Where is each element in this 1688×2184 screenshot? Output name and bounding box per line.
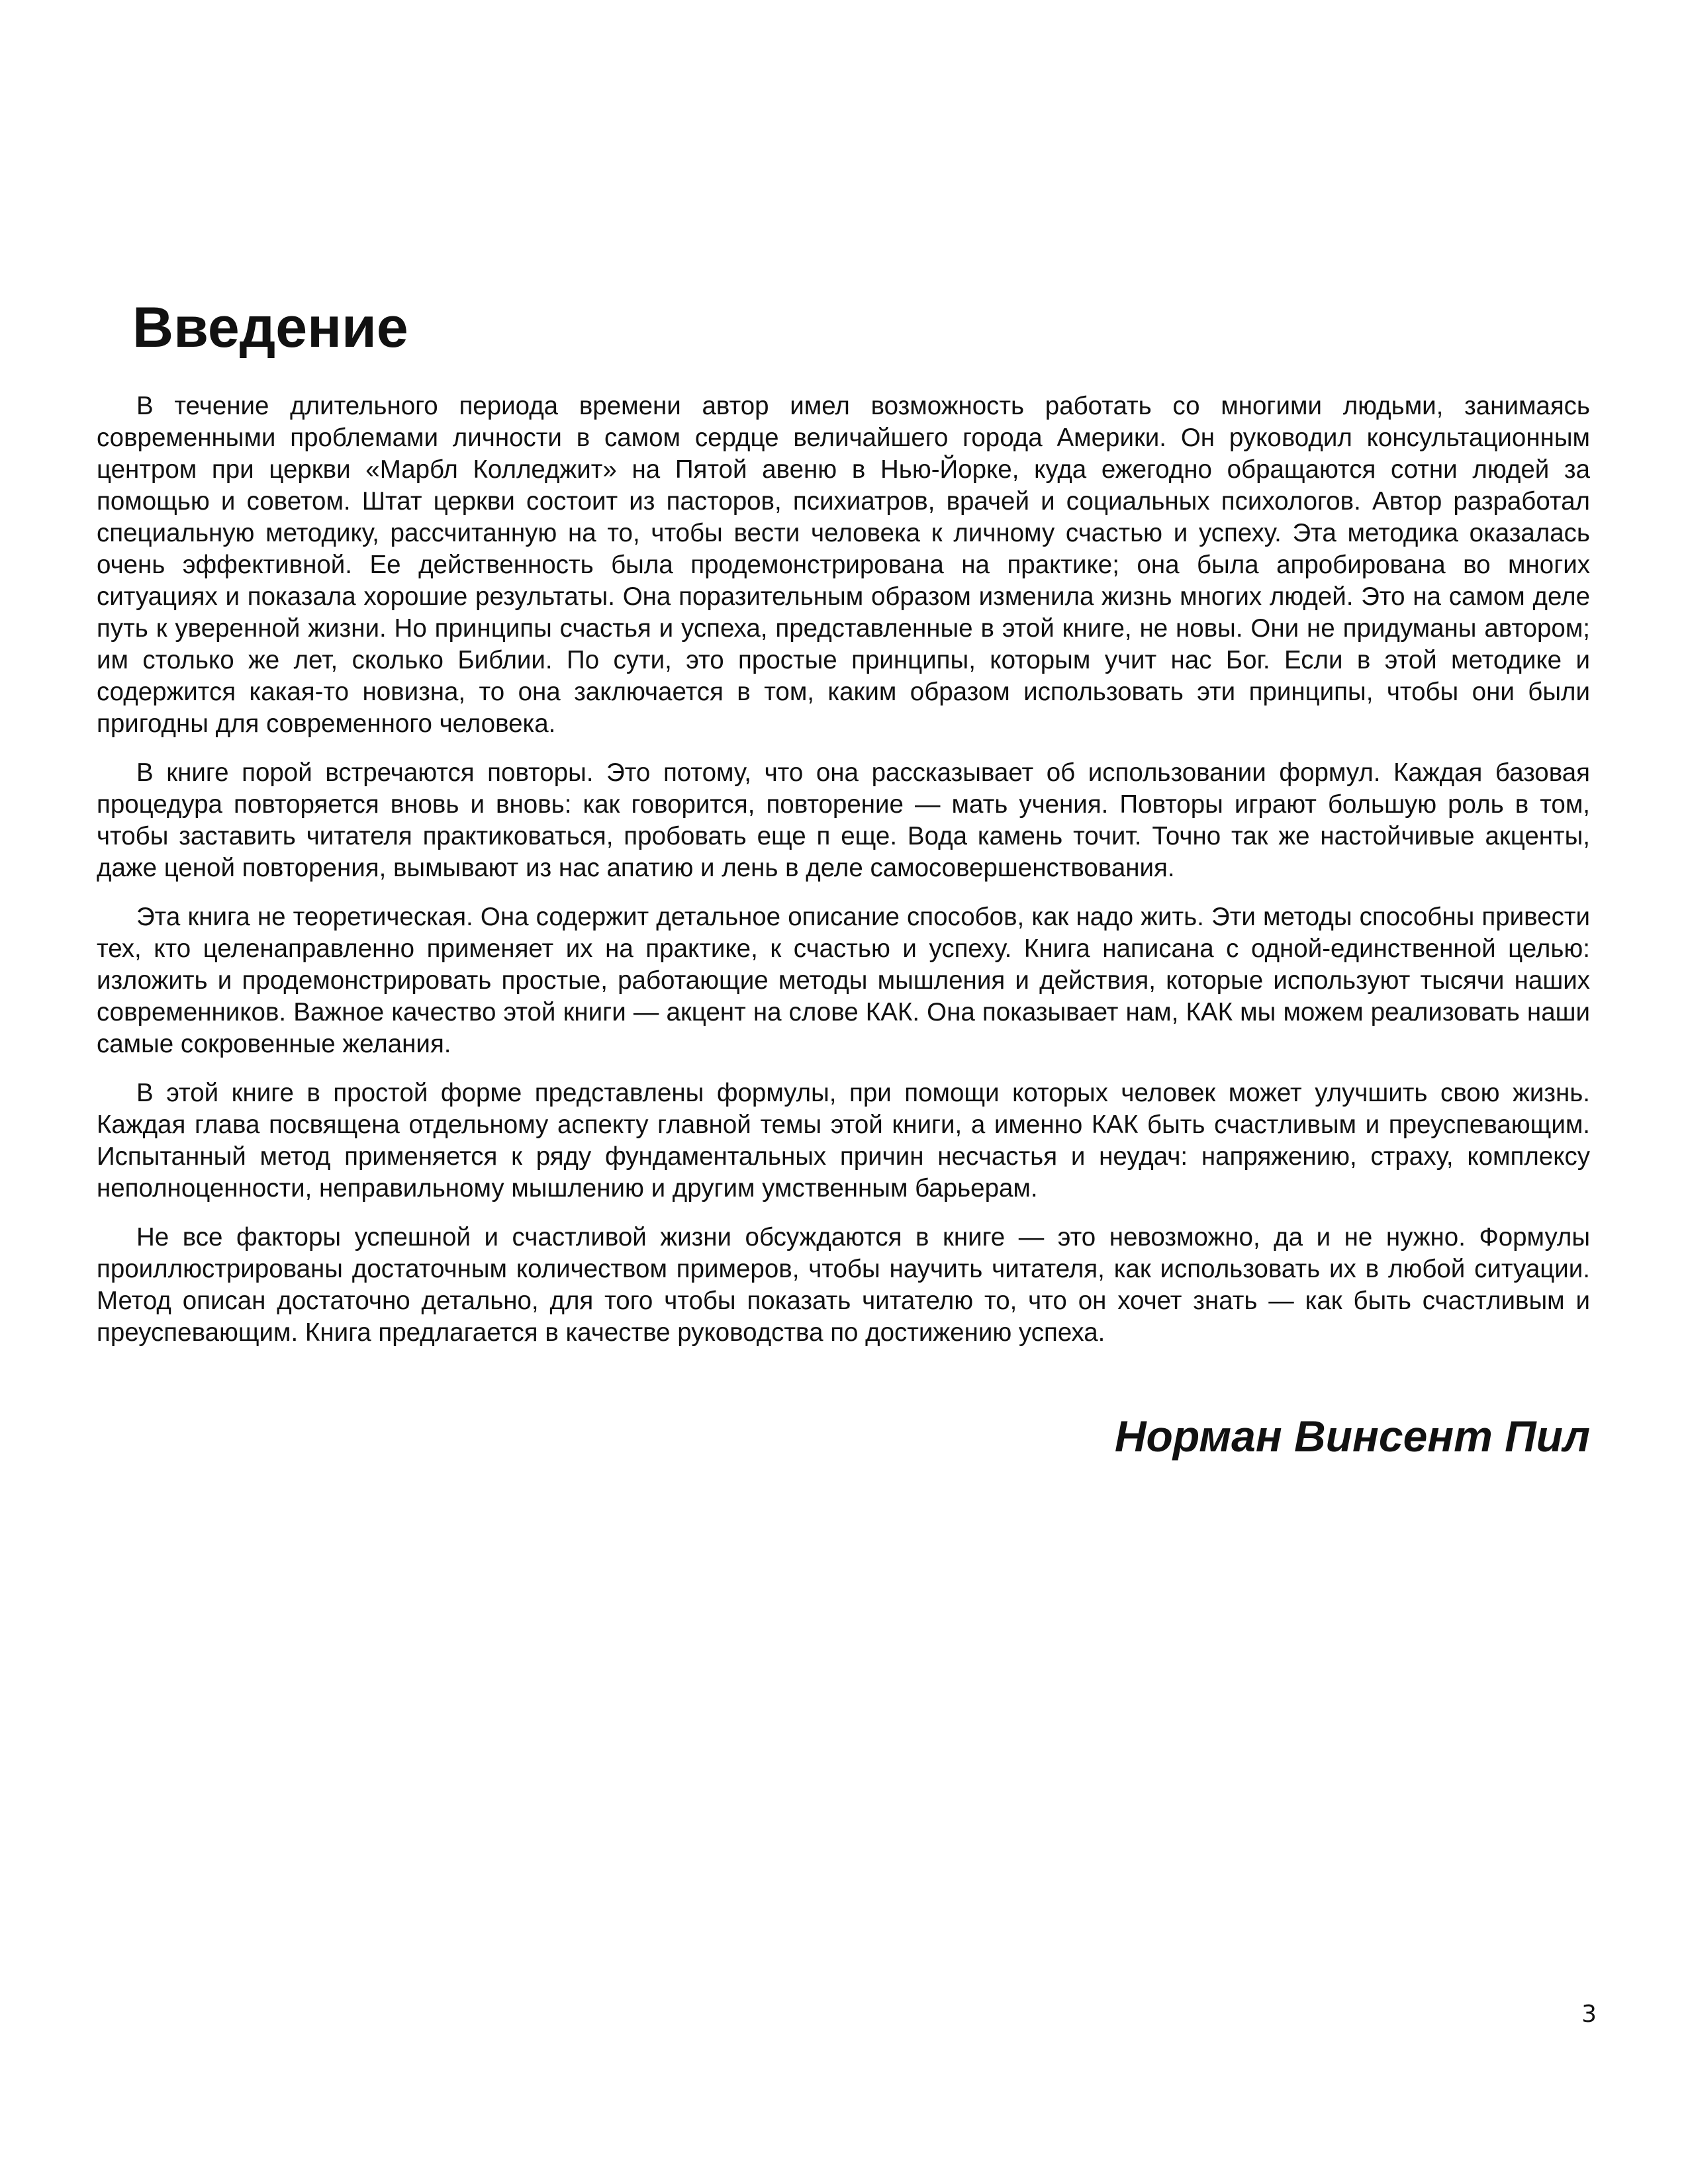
paragraph-4: В этой книге в простой форме представлены формулы, при помощи которых человек может улучшить свою жизнь. Каждая глава посвящена отдельному аспекту главной темы этой книги, а именно КАК быть счастливым и преуспевающим. Испытанный метод применяется к ряду фундаментальных причин несчастья и неудач: напряжению, страху, комплексу неполноценности, неправильному мышлению и другим умственным барьерам. bbox=[97, 1079, 1590, 1203]
paragraph-3: Эта книга не теоретическая. Она содержит детальное описание способов, как надо жить. Эти методы способны привести тех, кто целенаправленно применяет их на практике, к счастью и успеху. Книга написана с одной-единственной целью: изложить и продемонстрировать простые, работающие методы мышления и действия, которые используют тысячи наших современников. Важное качество этой книги — акцент на слове КАК. Она показывает нам, КАК мы можем реализовать наши самые сокровенные желания. bbox=[97, 903, 1590, 1058]
paragraph-1: В течение длительного периода времени автор имел возможность работать со многими людьми, занимаясь современными проблемами личности в самом сердце величайшего города Америки. Он руководил консультационным центром при церкви «Марбл Колледжит» на Пятой авеню в Нью-Йорке, куда ежегодно обращаются сотни людей за помощью и советом. Штат церкви состоит из пасторов, психиатров, врачей и социальных психологов. Автор разработал специальную методику, рассчитанную на то, чтобы вести человека к личному счастью и успеху. Эта методика оказалась очень эффективной. Ее действенность была продемонстрирована на практике; она была апробирована во многих ситуациях и показала хорошие результаты. Она поразительным образом изменила жизнь многих людей. Это на самом деле путь к уверенной жизни. Но принципы счастья и успеха, представленные в этой книге, не новы. Они не придуманы автором; им столько же лет, сколько Библии. По сути, это простые принципы, которым учит нас Бог. Если в этой методике и содержится какая-то новизна, то она заключается в том, каким образом использовать эти принципы, чтобы они были пригодны для современного человека. bbox=[97, 392, 1590, 738]
author-signature: Норман Винсент Пил bbox=[1114, 1412, 1590, 1461]
page-title: Введение bbox=[132, 296, 408, 359]
paragraph-2: В книге порой встречаются повторы. Это потому, что она рассказывает об использовании формул. Каждая базовая процедура повторяется вновь и вновь: как говорится, повторение — мать учения. Повторы играют большую роль в том, чтобы заставить читателя практиковаться, пробовать еще п еще. Вода камень точит. Точно так же настойчивые акценты, даже ценой повторения, вымывают из нас апатию и лень в деле самосовершенствования. bbox=[97, 758, 1590, 882]
body-text bbox=[97, 390, 1590, 1366]
page-number: 3 bbox=[1581, 2001, 1597, 2028]
paragraph-5: Не все факторы успешной и счастливой жизни обсуждаются в книге — это невозможно, да и не нужно. Формулы проиллюстрированы достаточным количеством примеров, чтобы научить читателя, как использовать их в любой ситуации. Метод описан достаточно детально, для того чтобы показать читателю то, что он хочет знать — как быть счастливым и преуспевающим. Книга предлагается в качестве руководства по достижению успеха. bbox=[97, 1223, 1590, 1347]
